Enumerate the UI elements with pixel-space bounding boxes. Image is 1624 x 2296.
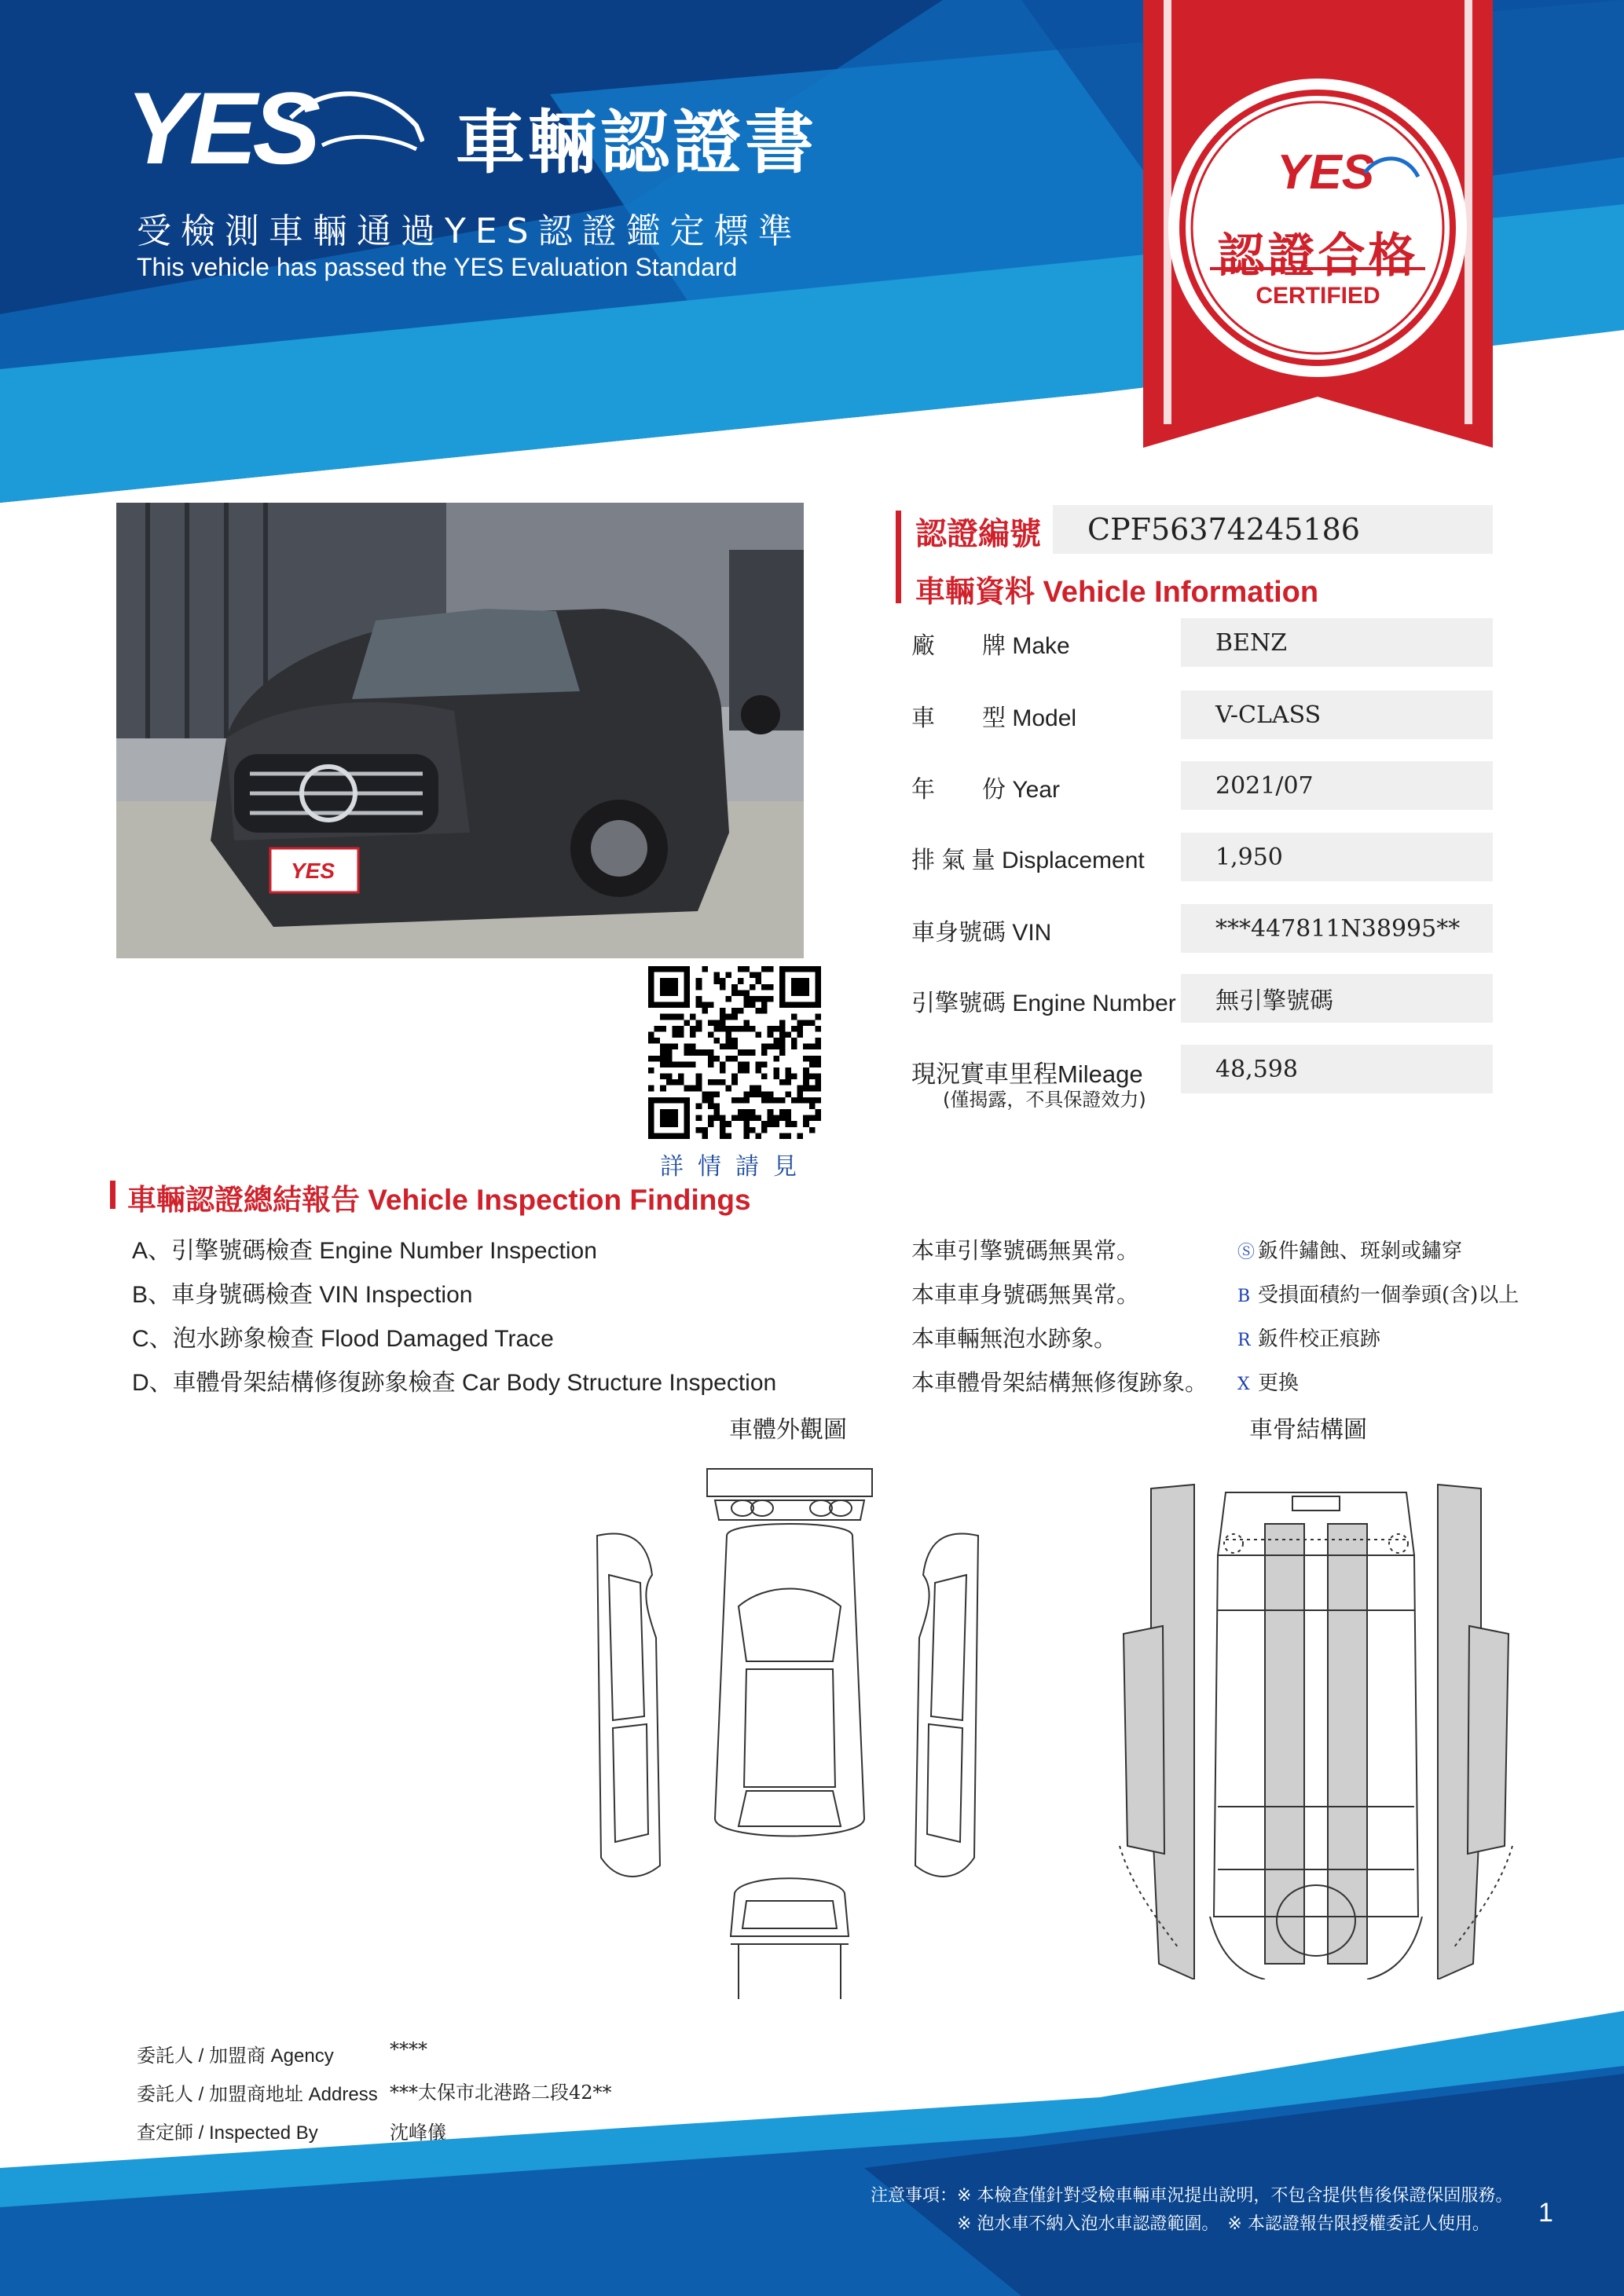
- findings-marker-bar: [110, 1181, 115, 1209]
- agency-address-value: ***太保市北港路二段42**: [390, 2082, 612, 2104]
- model-value: V-CLASS: [1181, 690, 1493, 739]
- legend-symbol: Ⓢ: [1237, 1243, 1256, 1262]
- exterior-diagram-title: 車體外觀圖: [729, 1416, 847, 1444]
- legend-symbol: X: [1237, 1375, 1250, 1394]
- qr-code[interactable]: [648, 966, 821, 1139]
- inspector-label: 查定師 / Inspected By: [137, 2122, 318, 2144]
- legend-damage: B 受損面積約一個拳頭(含)以上: [1237, 1283, 1520, 1307]
- qr-caption: 詳情請見: [660, 1153, 811, 1181]
- yes-logo: [126, 71, 424, 189]
- svg-text:YES: YES: [291, 859, 335, 883]
- mileage-label: 現況實車里程Mileage: [911, 1060, 1143, 1088]
- vin-label: 車身號碼 VIN: [911, 920, 1052, 946]
- agency-value: ****: [390, 2038, 427, 2060]
- header-subtitle-zh: 受檢測車輛通過YES認證鑑定標準: [137, 211, 802, 251]
- result-structure: 本車體骨架結構無修復跡象。: [911, 1369, 1208, 1396]
- badge-label-zh: 認證合格: [1217, 229, 1419, 284]
- model-label: 車 型 Model: [911, 705, 1077, 731]
- legend-symbol: B: [1237, 1287, 1251, 1306]
- legend-repair: R 鈑件校正痕跡: [1237, 1327, 1381, 1351]
- footer-note-1: 注意事項：※ 本檢查僅針對受檢車輛車況提出說明，不包含提供售後保證保固服務。: [871, 2186, 1513, 2206]
- footer-background: [0, 2011, 1624, 2296]
- displacement-label: 排 氣 量 Displacement: [911, 848, 1145, 873]
- svg-text:YES: YES: [126, 71, 317, 185]
- badge-logo: YES: [1277, 145, 1375, 200]
- agency-address-label: 委託人 / 加盟商地址 Address: [137, 2084, 378, 2105]
- legend-rust: Ⓢ 鈑件鏽蝕、斑剝或鏽穿: [1237, 1240, 1463, 1263]
- inspector-value: 沈峰儀: [390, 2122, 446, 2144]
- structure-diagram-title: 車骨結構圖: [1249, 1416, 1367, 1444]
- page-number: 1: [1538, 2198, 1553, 2228]
- exterior-diagram: [585, 1457, 990, 2007]
- legend-symbol: R: [1237, 1331, 1251, 1350]
- cert-number-label: 認證編號: [915, 517, 1041, 551]
- engine-number-value: 無引擎號碼: [1181, 974, 1493, 1023]
- badge-label-en: CERTIFIED: [1256, 283, 1380, 309]
- result-flood: 本車輛無泡水跡象。: [911, 1325, 1117, 1352]
- finding-flood: C、泡水跡象檢查 Flood Damaged Trace: [132, 1326, 554, 1352]
- page-title: 車輛認證書: [456, 102, 818, 183]
- make-value: BENZ: [1181, 618, 1493, 667]
- finding-vin: B、車身號碼檢查 VIN Inspection: [132, 1282, 473, 1308]
- vin-value: ***447811N38995**: [1181, 904, 1493, 953]
- result-engine-number: 本車引擎號碼無異常。: [911, 1237, 1140, 1264]
- mileage-note: (僅揭露，不具保證效力): [943, 1089, 1146, 1111]
- header-subtitle-en: This vehicle has passed the YES Evaluation Standard: [137, 253, 738, 281]
- structure-diagram: [1108, 1477, 1524, 1979]
- make-label: 廠 牌 Make: [911, 633, 1070, 659]
- finding-structure: D、車體骨架結構修復跡象檢查 Car Body Structure Inspection: [132, 1370, 777, 1396]
- findings-heading: 車輛認證總結報告 Vehicle Inspection Findings: [127, 1184, 751, 1216]
- year-value: 2021/07: [1181, 761, 1493, 810]
- engine-number-label: 引擎號碼 Engine Number: [911, 991, 1176, 1016]
- legend-replace: X 更換: [1237, 1371, 1300, 1395]
- cert-number-field: CPF56374245186: [1053, 505, 1493, 554]
- agency-label: 委託人 / 加盟商 Agency: [137, 2045, 334, 2067]
- footer-note-2: ※ 泡水車不納入泡水車認證範圍。 ※ 本認證報告限授權委託人使用。: [957, 2214, 1490, 2234]
- displacement-value: 1,950: [1181, 833, 1493, 881]
- section-marker-bar: [896, 511, 901, 603]
- result-vin: 本車車身號碼無異常。: [911, 1281, 1140, 1308]
- year-label: 年 份 Year: [911, 777, 1060, 803]
- finding-engine-number: A、引擎號碼檢查 Engine Number Inspection: [132, 1238, 597, 1264]
- mileage-value: 48,598: [1181, 1045, 1493, 1093]
- vehicle-photo: [116, 503, 804, 958]
- vehicle-info-heading: 車輛資料 Vehicle Information: [915, 576, 1319, 609]
